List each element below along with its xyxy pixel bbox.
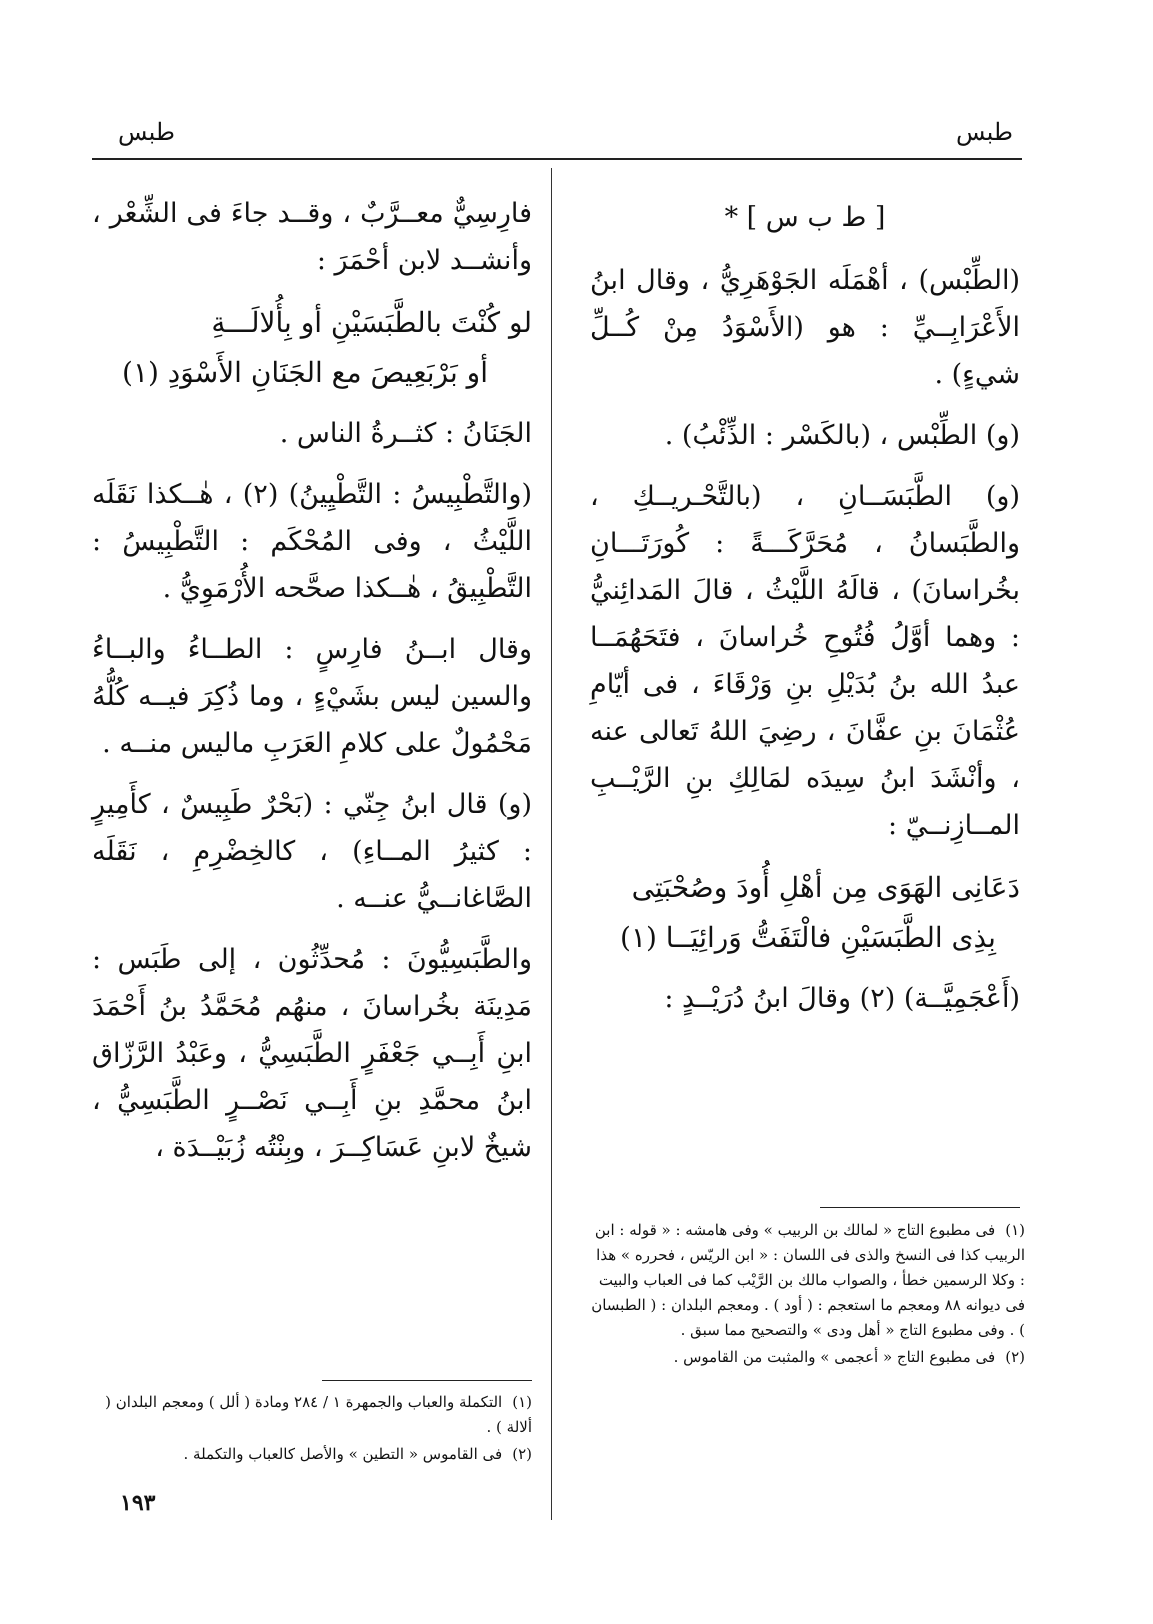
footnote-text: فى القاموس « التطين » والأصل كالعباب والتكملة . (183, 1445, 503, 1463)
footnote-number: (٢) (512, 1445, 532, 1463)
footnote (590, 1218, 1025, 1343)
paragraph: والطَّبَسِيُّونَ : مُحدِّثُون ، إلى طَبَس : مَدِينَة بخُراسانَ ، منهُم مُحَمَّدُ بنُ أَحْمَدَ ابنِ أَبِــي جَعْفَرٍ الطَّبَسِيُّ ، وعَبْدُ الرَّزّاق ابنُ محمَّدِ بنِ أَبِــي نَصْــرٍ الطَّبَسِيُّ ، شيخٌ لابنِ عَسَاكِــرَ ، وبِنْتُه زُبَيْــدَة ، (92, 944, 532, 1163)
footnote-number: (٢) (1005, 1348, 1025, 1366)
left-column (92, 190, 532, 1185)
footnotes-left (92, 1390, 532, 1469)
verse-first-hemistich: دَعَانِى الهَوَى مِن أهْلِ أُودَ وصُحْبَتِى (631, 871, 1020, 904)
footnote-text: التكملة والعباب والجمهرة ١ / ٢٨٤ ومادة ( ألل ) ومعجم البلدان ( ألالة ) . (105, 1393, 532, 1436)
footnote-rule (820, 1207, 1020, 1208)
running-header-left: طبس (118, 118, 175, 146)
page-number: ١٩٣ (120, 1490, 156, 1516)
verse-second-hemistich: أو بَرْبَعِيصَ مع الجَنَانِ الأَسْوَدِ (١) (122, 356, 488, 389)
header-rule (92, 158, 1022, 160)
running-header-right: طبس (956, 118, 1013, 146)
footnote-rule (322, 1380, 532, 1381)
paragraph: (و) قال ابنُ جِنّي : (بَحْرٌ طَبِيسٌ ، كأَمِيرٍ : كثيرُ المــاءِ) ، كالخِضْرِمِ ، نَقَلَه الصَّاغانــيُّ عنــه . (92, 789, 532, 914)
paragraph: (والتَّطْبِيسُ : التَّطْيِينُ) (٢) ، هٰــكذا نَقَلَه اللَّيْثُ ، وفى المُحْكَم : التَّطْبِيسُ : التَّطْبِيقُ ، هٰــكذا صحَّحه الأُرْمَوِيُّ . (92, 479, 532, 604)
footnote (590, 1345, 1025, 1370)
footnote-text: فى مطبوع التاج « لمالك بن الربيب » وفى هامشه : « قوله : ابن الربيب كذا فى النسخ والذى فى اللسان : « ابن الريّس ، فحرره » هذا : وكلا الرسمين خطأ ، والصواب مالك بن الرَّيْب كما فى العباب والبيت فى ديوانه ٨٨ ومعجم ما استعجم : ( أود ) . ومعجم البلدان : ( الطبسان ) . وفى مطبوع التاج « أهل ودى » والتصحيح مما سبق . (591, 1221, 1025, 1339)
paragraph: (و) الطِّبْس ، (بالكَسْر : الذِّئْبُ) . (664, 420, 1020, 451)
poetry-verse (92, 298, 532, 398)
footnote (92, 1390, 532, 1440)
footnote-text: فى مطبوع التاج « أعجمى » والمثبت من القاموس . (673, 1348, 996, 1366)
footnote-number: (١) (1005, 1221, 1025, 1239)
right-column (590, 190, 1020, 1036)
paragraph: الجَنَانُ : كثــرةُ الناس . (279, 418, 532, 449)
entry-heading: [ ط ب س ] * (724, 202, 886, 233)
footnote-number: (١) (512, 1393, 532, 1411)
verse-second-hemistich: بِذِى الطَّبَسَيْنِ فالْتَفَتُّ وَرائِيَــا (١) (620, 921, 996, 954)
footnote (92, 1442, 532, 1467)
paragraph: وقال ابــنُ فارِسٍ : الطــاءُ والبــاءُ والسين ليس بشَيْءٍ ، وما ذُكِرَ فيــه كُلُّهُ مَحْمُولٌ على كلامِ العَرَبِ ماليس منــه . (92, 634, 532, 759)
column-divider (551, 168, 552, 1520)
footnotes-right (590, 1218, 1025, 1372)
verse-first-hemistich: لو كُنْتَ بالطَّبَسَيْنِ أو بِأُلالَـــةِ (211, 306, 532, 339)
poetry-verse (590, 863, 1020, 963)
paragraph: (الطِّبْس) ، أهْمَلَه الجَوْهَرِيُّ ، وقال ابنُ الأَعْرَابِــيِّ : هو (الأَسْوَدُ مِنْ كُــلِّ شيءٍ) . (590, 265, 1020, 390)
paragraph: فارِسِيٌّ معــرَّبٌ ، وقــد جاءَ فى الشِّعْر ، وأنشــد لابن أحْمَرَ : (92, 198, 532, 276)
paragraph: (و) الطَّبَسَــانِ ، (بالتَّحْـريــكِ ، والطَّبَسانُ ، مُحَرَّكَـــةً : كُورَتَـــانِ بخُراسانَ) ، قالَهُ اللَّيْثُ ، قالَ المَدائِنيُّ : وهما أوَّلُ فُتُوحِ خُراسانَ ، فتَحَهُمَــا عبدُ الله بنُ بُدَيْلِ بنِ وَرْقَاءَ ، فى أيّامِ عُثْمَانَ بنِ عفَّانَ ، رضِيَ اللهُ تَعالى عنه ، وأنْشَدَ ابنُ سِيدَه لمَالِكِ بنِ الرَّيْــبِ المــازِنــيّ : (590, 481, 1020, 841)
paragraph: (أَعْجَمِيَّــة) (٢) وقالَ ابنُ دُرَيْــدٍ : (664, 983, 1020, 1014)
